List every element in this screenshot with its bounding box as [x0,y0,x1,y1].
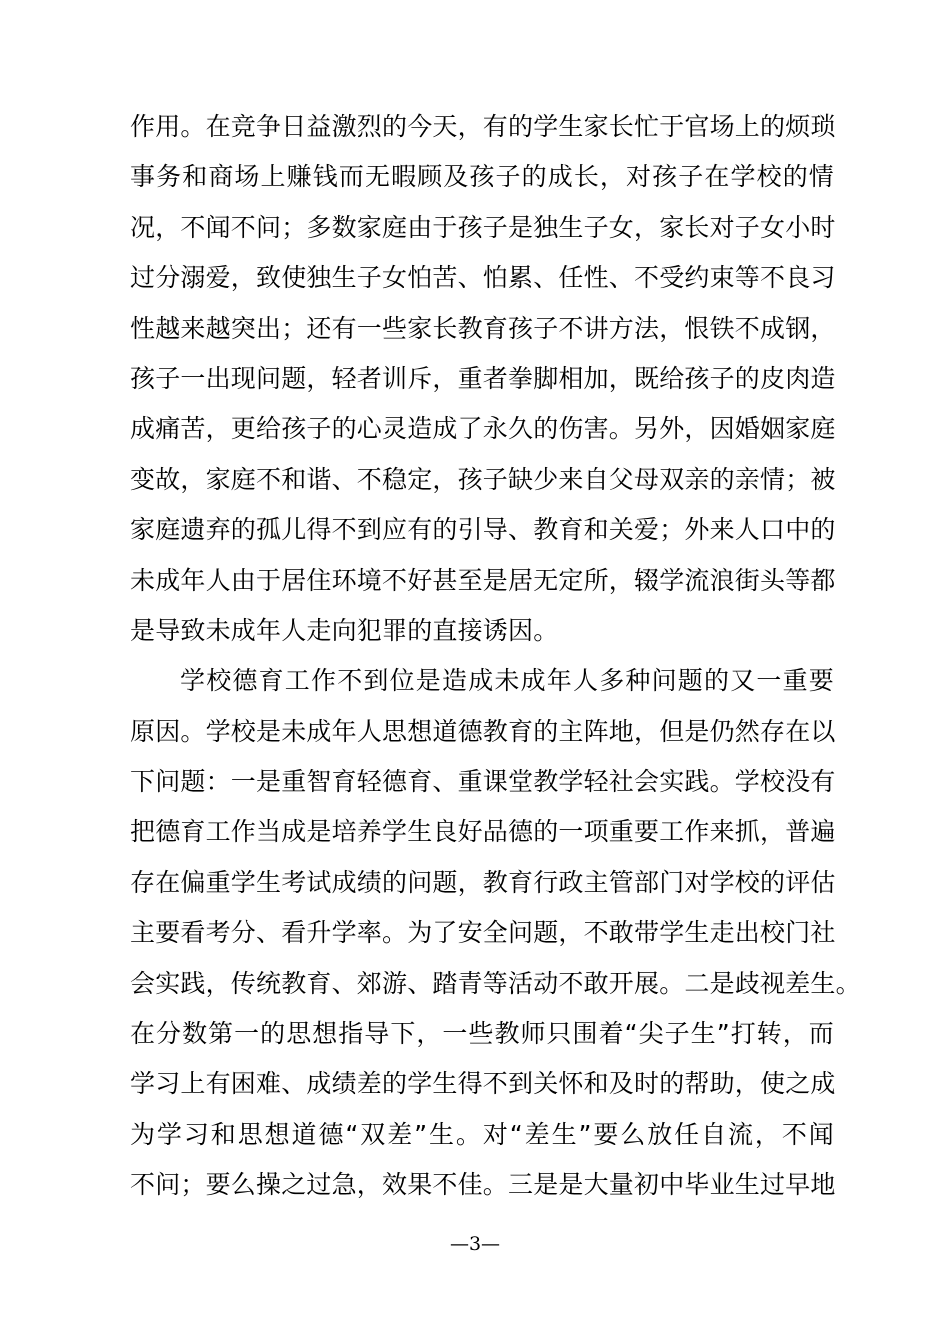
paragraph-1 [130,102,834,656]
text-line: 性越来越突出；还有一些家长教育孩子不讲方法，恨铁不成钢， [130,313,836,343]
text-line: 主要看考分、看升学率。为了安全问题，不敢带学生走出校门社 [130,918,836,948]
text-line: 下问题：一是重智育轻德育、重课堂教学轻社会实践。学校没有 [130,767,836,797]
text-line: 事务和商场上赚钱而无暇顾及孩子的成长，对孩子在学校的情 [130,162,834,192]
text-line: 况，不闻不问；多数家庭由于孩子是独生子女，家长对子女小时 [130,212,836,242]
text-line: 作用。在竞争日益激烈的今天，有的学生家长忙于官场上的烦琐 [130,112,836,141]
text-line: 孩子一出现问题，轻者训斥，重者拳脚相加，既给孩子的皮肉造 [130,363,836,393]
body-text [130,102,861,1211]
text-line: 过分溺爱，致使独生子女怕苦、怕累、任性、不受约束等不良习 [130,263,836,293]
paragraph-2 [130,656,861,1210]
text-line: 原因。学校是未成年人思想道德教育的主阵地，但是仍然存在以 [130,716,836,746]
text-line: 为学习和思想道德“双差”生。对“差生”要么放任自流，不闻 [130,1119,834,1149]
page-number: —3— [449,1233,501,1255]
text-line: 不问；要么操之过急，效果不佳。三是是大量初中毕业生过早地 [130,1170,836,1200]
text-line: 学习上有困难、成绩差的学生得不到关怀和及时的帮助，使之成 [130,1069,836,1099]
text-line: 学校德育工作不到位是造成未成年人多种问题的又一重要 [180,666,834,696]
text-line: 变故，家庭不和谐、不稳定，孩子缺少来自父母双亲的亲情；被 [130,464,836,494]
text-line: 成痛苦，更给孩子的心灵造成了永久的伤害。另外，因婚姻家庭 [130,414,836,444]
text-line: 在分数第一的思想指导下，一些教师只围着“尖子生”打转，而 [130,1019,834,1049]
text-line: 未成年人由于居住环境不好甚至是居无定所，辍学流浪街头等都 [130,565,836,595]
text-line: 把德育工作当成是培养学生良好品德的一项重要工作来抓，普遍 [130,817,836,847]
text-line: 家庭遗弃的孤儿得不到应有的引导、教育和关爱；外来人口中的 [130,515,836,545]
text-line: 存在偏重学生考试成绩的问题，教育行政主管部门对学校的评估 [130,867,836,897]
text-line: 会实践，传统教育、郊游、踏青等活动不敢开展。二是歧视差生。 [130,968,861,998]
text-line: 是导致未成年人走向犯罪的直接诱因。 [130,615,559,645]
